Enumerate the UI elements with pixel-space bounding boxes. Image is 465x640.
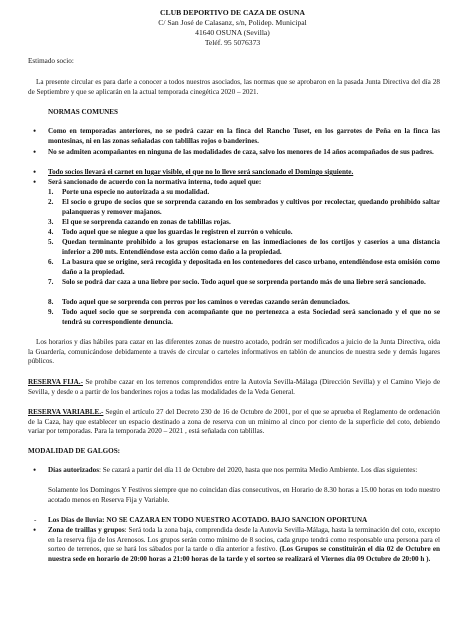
bullet-icon: • <box>33 525 37 535</box>
list-number: 5. <box>48 238 54 246</box>
norma-item: Será sancionado de acuerdo con la normativa interna, todo aquel que: <box>48 178 262 186</box>
intro-paragraph: La presente circular es para darle a conocer a todos nuestros asociados, las normas que se aprobaron en la pasada Junta Directiva del día 28 de Septiembre y que se aplicarán en la actual temporada cinegética 2020 – 2021. <box>28 78 440 96</box>
dias-autorizados-detail: Solamente los Domingos Y Festivos siempre que no coincidan días consecutivos, en Horario de 8.30 horas a 15.00 horas en todo nuestro acotado menos en Reserva Fija y Variable. <box>48 486 440 504</box>
bullet-icon: • <box>33 177 37 187</box>
sancion-item: Solo se podrá dar caza a una liebre por socio. Todo aquel que se sorprenda portando más de una liebre será sancionado. <box>62 278 426 286</box>
bullet-icon: • <box>33 167 37 177</box>
sancion-item: Todo aquel que se sorprenda con perros por los caminos o veredas cazando serán denunciados. <box>62 298 350 306</box>
sancion-item: Todo aquel que se niegue a que los guardas le registren el zurrón o vehículo. <box>62 228 293 236</box>
greeting: Estimado socio: <box>28 57 74 65</box>
reserva-variable-label: RESERVA VARIABLE.- <box>28 408 104 416</box>
reserva-fija-text: Se prohíbe cazar en los terrenos comprendidos entre la Autovía Sevilla-Málaga (Dirección Sevilla) y el Camino Viejo de Sevilla, y desde o a partir de los banderines rojos a todas las modalidades de la Veda General. <box>28 378 440 396</box>
list-number: 4. <box>48 228 54 236</box>
dash-marker: - <box>34 516 37 524</box>
sancion-item: Porte una especie no autorizada a su modalidad. <box>62 188 210 196</box>
norma-item: Todo socios llevará el carnet en lugar visible, el que no lo lleve será sancionado el Domingo siguiente. <box>48 168 354 176</box>
sancion-item: El que se sorprenda cazando en zonas de tablillas rojas. <box>62 218 231 226</box>
reserva-variable-paragraph <box>28 408 440 437</box>
club-city: 41640 OSUNA (Sevilla) <box>195 28 270 37</box>
zona-traillas-paragraph <box>48 526 440 564</box>
norma-item: Como en temporadas anteriores, no se podrá cazar en la finca del Rancho Tuset, en los garrotes de Peña en la finca las montesinas, ni en las zonas señaladas con tablillas rojos o banderines. <box>48 127 440 145</box>
zona-traillas-text: : Será toda la zona baja, comprendida desde la Autovía Sevilla-Málaga, hasta la terminación del coto, excepto en la reserva fija de los Arenosos. Los grupos serán como mínimo de 8 socios, cada grupo tendrá como responsable una persona para el sorteo de terrenos, que se hará los sábados por la tarde o día anterior a festivo. <box>48 526 440 554</box>
zona-traillas-bold-text: (Los Grupos se constituirán el día 02 de Octubre en nuestra sede en horario de 20:00 horas a 21:00 horas de la tarde y el sorteo se realizará el Viernes día 09 Octubre de 20:00 h ). <box>48 545 440 563</box>
reserva-fija-paragraph <box>28 378 440 397</box>
bullet-icon: • <box>33 126 37 136</box>
list-number: 6. <box>48 258 54 266</box>
galgos-title: MODALIDAD DE GALGOS: <box>28 447 121 455</box>
sancion-item: El socio o grupo de socios que se sorprenda cazando en los sembrados y cultivos por recolectar, quedando prohibido saltar palanqueras y remover majanos. <box>62 198 440 216</box>
list-number: 8. <box>48 298 54 306</box>
club-address: C/ San José de Calasanz, s/n, Polidep. Municipal <box>158 18 307 27</box>
normas-title: NORMAS COMUNES <box>48 108 119 116</box>
zona-traillas-label: Zona de traillas y grupos <box>48 526 125 534</box>
norma-item: No se admiten acompañantes en ninguna de las modalidades de caza, salvo los menores de 14 años acompañados de sus padres. <box>48 148 434 156</box>
horarios-paragraph: Los horarios y días hábiles para cazar en las diferentes zonas de nuestro acotado, podrán ser modificados a juicio de la Junta Directiva, oída la Guardería, comunicándose debidamente a través de circular o carteles informativos en tablón de anuncios de nuestra sede y demás lugares públicos. <box>28 338 440 366</box>
club-phone: Teléf. 95 5076373 <box>204 38 261 47</box>
list-number: 7. <box>48 278 54 286</box>
list-number: 9. <box>48 308 54 316</box>
list-number: 3. <box>48 218 54 226</box>
dias-lluvia-paragraph <box>48 516 440 526</box>
reserva-variable-text: Según el artículo 27 del Decreto 230 de 16 de Octubre de 2001, por el que se aprueba el Reglamento de ordenación de la Caza, hay que establecer un espacio destinado a zona de reserva con un mínimo al cinco por ciento de la superficie del coto, debiendo variar por temporadas. Para la temporada 2020 – 2021 , está señalada con tablillas. <box>28 408 440 436</box>
sancion-item: La basura que se origine, será recogida y depositada en los contenedores del casco urbano, entendiéndose esta omisión como daño a la propiedad. <box>62 258 440 276</box>
club-name: CLUB DEPORTIVO DE CAZA DE OSUNA <box>160 8 305 17</box>
dias-lluvia-label: Los Días de lluvia <box>48 516 103 524</box>
dias-autorizados-paragraph <box>48 466 440 476</box>
sancion-item: Todo aquel socio que se sorprenda con acompañante que no pertenezca a esta Sociedad será sancionado y el que no se tendrá su correspondiente denuncia. <box>62 308 440 326</box>
sancion-item: Quedan terminante prohibido a los grupos estacionarse en las inmediaciones de los cortijos y caseríos a una distancia inferior a 200 mts. Entendiéndose esta acción como daño a la propiedad. <box>62 238 440 256</box>
reserva-fija-label: RESERVA FIJA.- <box>28 378 83 386</box>
dias-autorizados-text: : Se cazará a partir del día 11 de Octubre del 2020, hasta que nos permita Medio Ambiente. Los días siguientes: <box>98 466 418 474</box>
list-number: 1. <box>48 188 54 196</box>
bullet-icon: • <box>33 147 37 157</box>
bullet-icon: • <box>33 465 37 475</box>
dias-lluvia-text: : NO SE CAZARA EN TODO NUESTRO ACOTADO. BAJO SANCION OPORTUNA <box>102 516 368 524</box>
list-number: 2. <box>48 198 54 206</box>
dias-autorizados-label: Días autorizados <box>48 466 99 474</box>
